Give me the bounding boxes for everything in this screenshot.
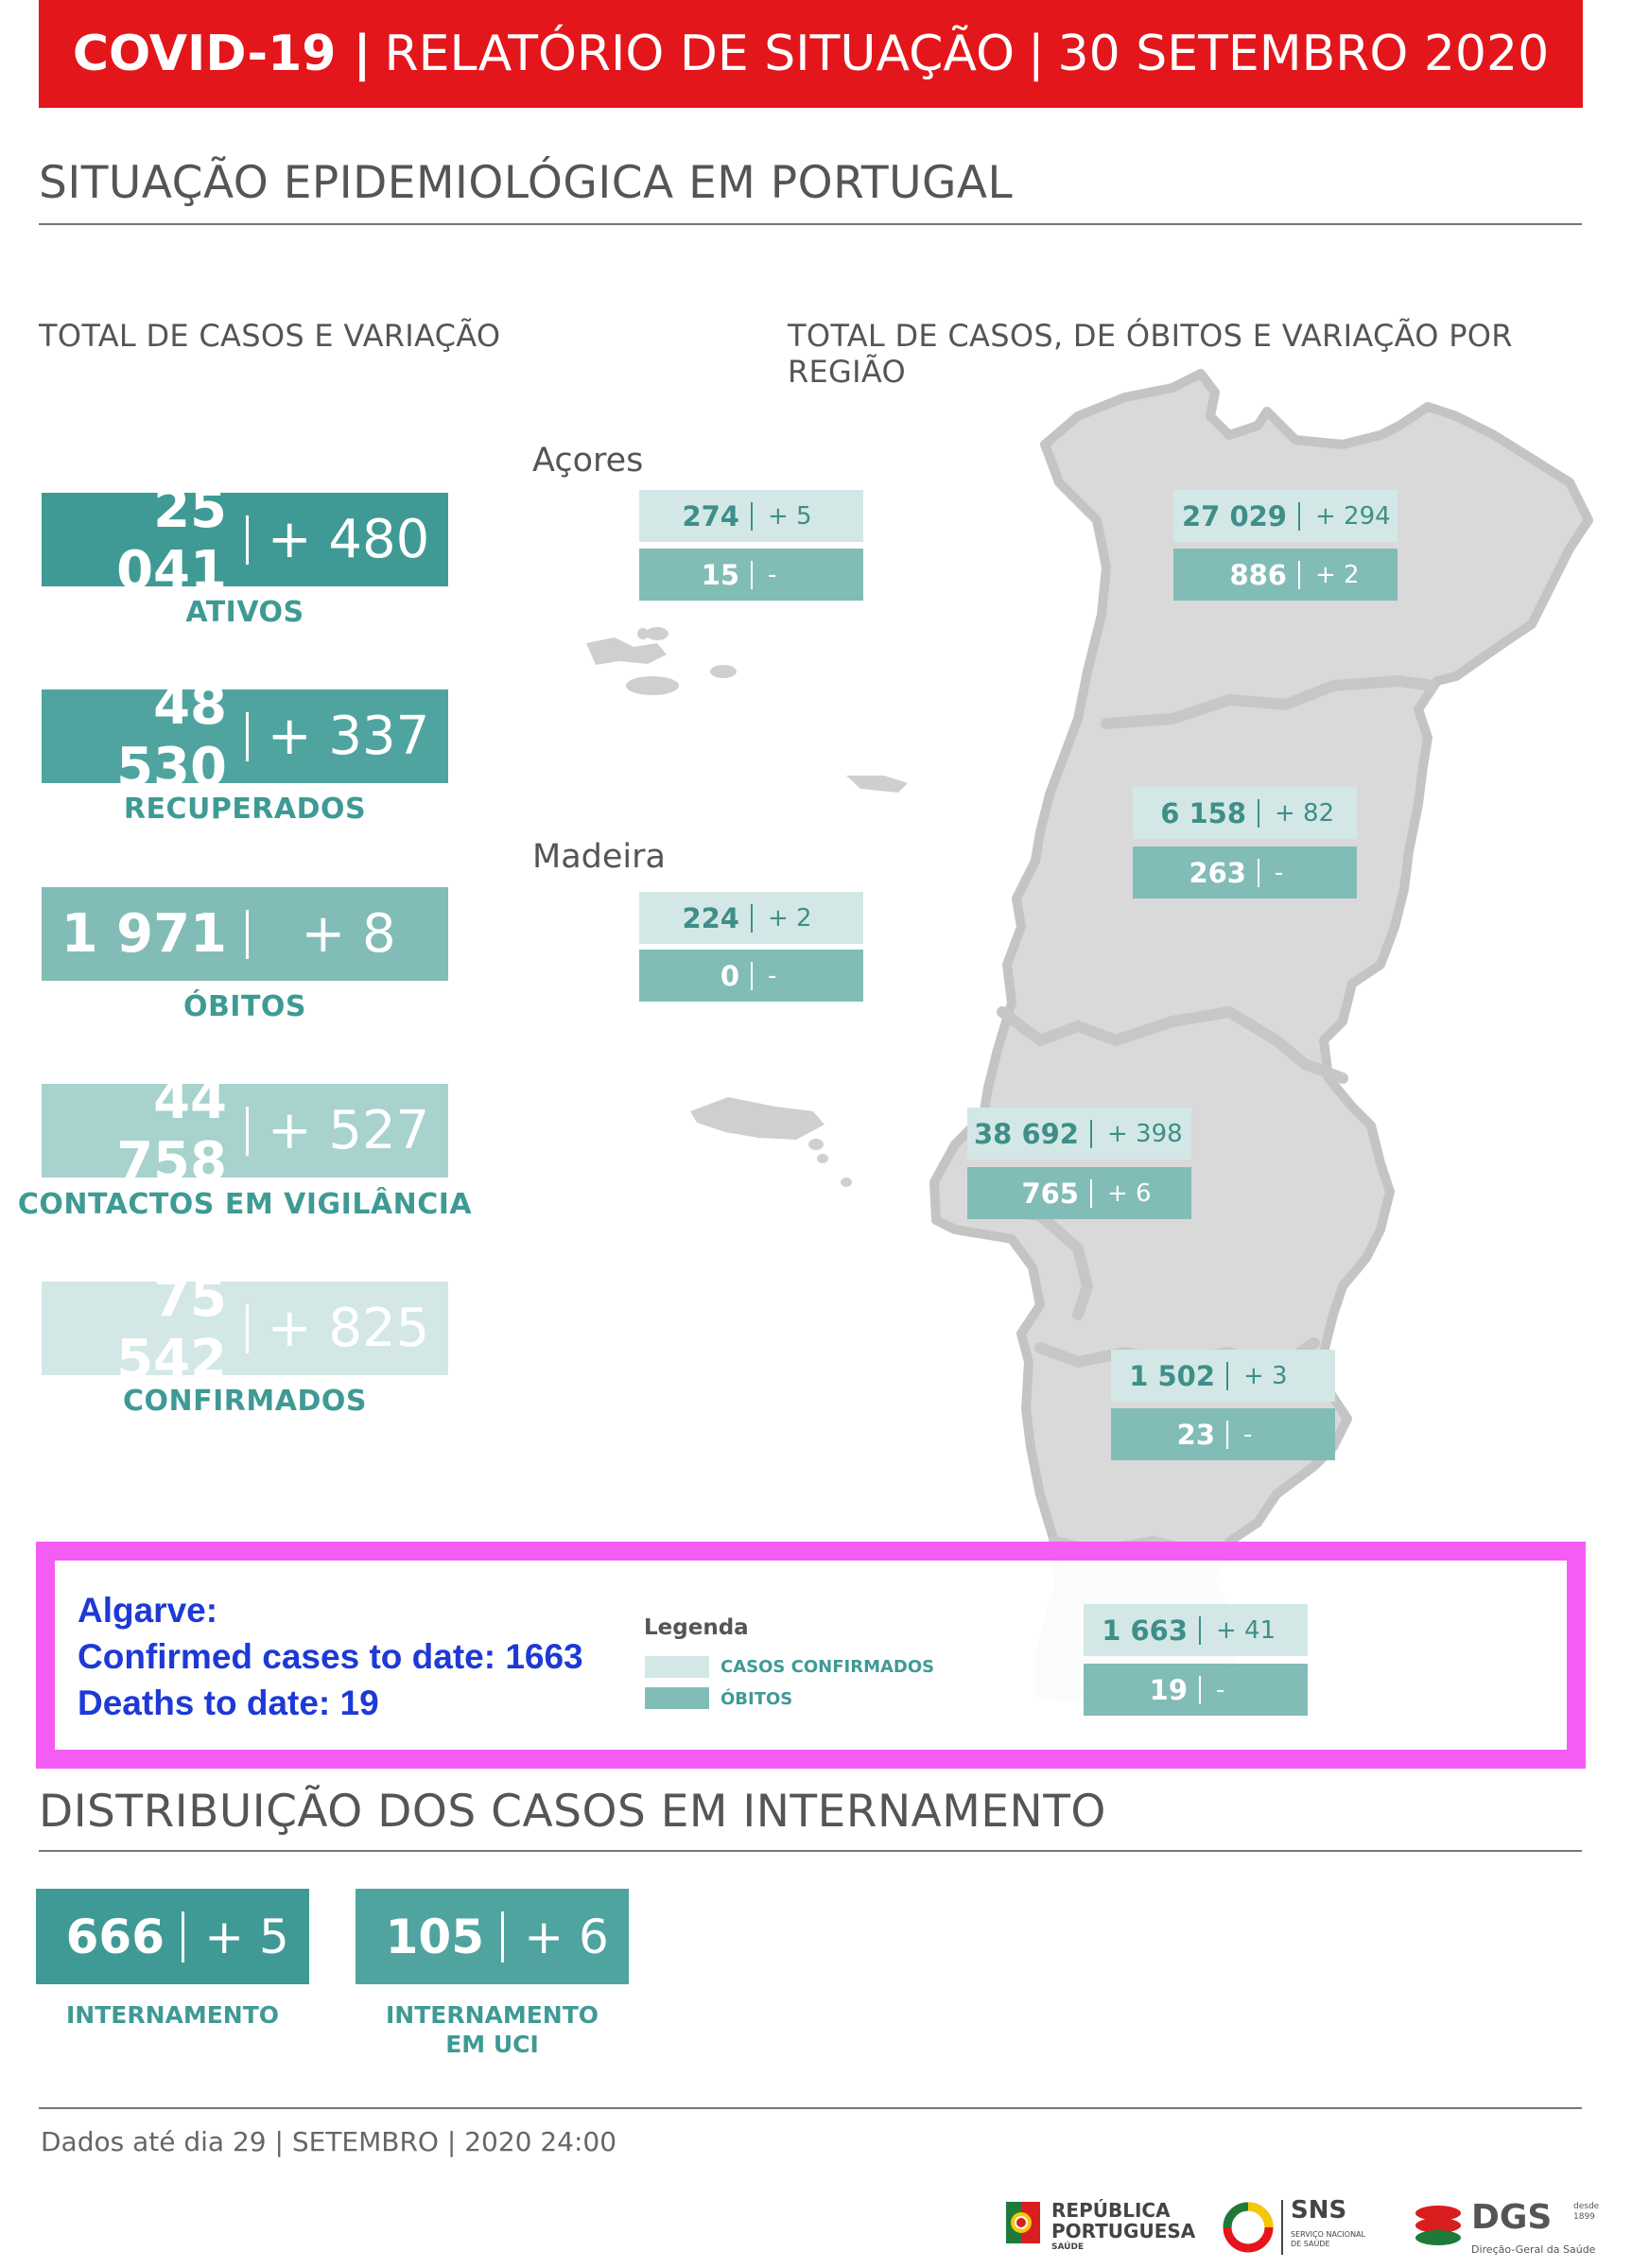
- section-divider: [39, 1850, 1582, 1852]
- region-confirmed-value: 27 029: [1182, 499, 1287, 532]
- legend-swatch-deaths: [645, 1687, 709, 1709]
- logo-sns-text: SNS: [1291, 2196, 1347, 2224]
- region-confirmed-change: + 2: [768, 903, 812, 933]
- region-deaths-value: 19: [1149, 1673, 1188, 1706]
- stat-box-active: [42, 478, 448, 602]
- region-deaths-change: + 2: [1315, 560, 1360, 589]
- header-separator: |: [1028, 26, 1045, 82]
- stat-box-contacts: [42, 1069, 448, 1193]
- hosp-ward-label-line1: INTERNAMENTO: [65, 2001, 280, 2029]
- hosp-ward-label: [36, 2000, 309, 2030]
- stat-confirmed-label: CONFIRMADOS: [123, 1385, 367, 1418]
- hosp-box-icu: [356, 1889, 629, 1984]
- hosp-ward-change: + 5: [204, 1909, 289, 1964]
- stat-confirmed-change: + 825: [267, 1298, 430, 1359]
- report-header: [39, 0, 1583, 108]
- stat-box-confirmed: [42, 1266, 448, 1390]
- republica-shield-icon: [1004, 2200, 1042, 2247]
- region-confirmed-change: + 41: [1216, 1615, 1276, 1645]
- stat-contacts-change: + 527: [267, 1100, 430, 1161]
- hosp-icu-label-line1: INTERNAMENTO: [385, 2001, 599, 2029]
- stat-recovered-change: + 337: [267, 706, 430, 767]
- region-deaths-change: -: [1216, 1675, 1225, 1704]
- region-deaths-change: -: [1275, 858, 1284, 887]
- logo-dgs-since: [1573, 2202, 1599, 2223]
- hosp-ward-value: 666: [65, 1909, 165, 1964]
- region-deaths-change: -: [768, 961, 777, 990]
- footer-divider: [39, 2107, 1582, 2109]
- region-deaths-value: 15: [701, 558, 739, 591]
- region-deaths-value: 263: [1189, 856, 1246, 889]
- stat-active-value: 25 041: [116, 478, 227, 602]
- stat-deaths-change: + 8: [301, 903, 396, 965]
- stat-recovered-label: RECUPERADOS: [123, 793, 367, 826]
- dgs-emblem-icon: [1413, 2202, 1464, 2249]
- stat-box-deaths: [42, 887, 448, 981]
- region-alentejo-confirmed: [1111, 1350, 1335, 1402]
- region-north-deaths: [1173, 549, 1398, 601]
- header-date: 30 SETEMBRO 2020: [1057, 26, 1550, 82]
- stat-contacts-label: CONTACTOS EM VIGILÂNCIA: [17, 1188, 473, 1221]
- legend-title: Legenda: [644, 1615, 749, 1640]
- legend-label-confirmed: CASOS CONFIRMADOS: [721, 1657, 935, 1677]
- data-cutoff-note: Dados até dia 29 | SETEMBRO | 2020 24:00: [41, 2126, 617, 2157]
- region-lisbon-deaths: [967, 1167, 1191, 1219]
- header-covid-label: COVID-19 |: [72, 26, 372, 82]
- logo-sns-sub1: SERVIÇO NACIONAL: [1291, 2230, 1365, 2239]
- place-label-azores: Açores: [532, 442, 644, 480]
- hosp-icu-value: 105: [385, 1909, 484, 1964]
- subtitle-totals: TOTAL DE CASOS E VARIAÇÃO: [39, 318, 501, 354]
- stat-confirmed-value: 75 542: [116, 1266, 227, 1390]
- stat-deaths-label: ÓBITOS: [182, 990, 307, 1023]
- algarve-annotation-title: Algarve:: [78, 1591, 218, 1630]
- stat-active-label: ATIVOS: [185, 596, 304, 629]
- region-confirmed-change: + 82: [1275, 798, 1335, 828]
- region-north-confirmed: [1173, 490, 1398, 542]
- region-deaths-change: + 6: [1107, 1178, 1152, 1208]
- logo-republica-line3: SAÚDE: [1051, 2242, 1085, 2252]
- logo-republica-line1: REPÚBLICA: [1051, 2199, 1171, 2222]
- region-algarve-deaths: [1084, 1664, 1308, 1716]
- stat-contacts-value: 44 758: [116, 1069, 227, 1193]
- region-confirmed-value: 274: [682, 499, 739, 532]
- header-title: RELATÓRIO DE SITUAÇÃO: [384, 26, 1015, 82]
- region-center-deaths: [1133, 846, 1357, 898]
- sns-logo: [1223, 2192, 1383, 2262]
- region-algarve-confirmed: [1084, 1604, 1308, 1656]
- logo-sns-subtitle: [1291, 2230, 1365, 2249]
- place-label-madeira: Madeira: [532, 838, 666, 876]
- republica-portuguesa-logo: [1004, 2194, 1203, 2264]
- stat-recovered-value: 48 530: [116, 674, 227, 798]
- region-confirmed-change: + 5: [768, 501, 812, 531]
- region-deaths-value: 0: [720, 959, 739, 992]
- logo-dgs-subtitle: Direção-Geral da Saúde: [1471, 2243, 1596, 2256]
- region-azores-deaths: [639, 549, 863, 601]
- stat-active-change: + 480: [267, 509, 430, 570]
- stat-box-recovered: [42, 674, 448, 798]
- region-madeira-confirmed: [639, 892, 863, 944]
- logo-sns-sub2: DE SAÚDE: [1291, 2240, 1330, 2248]
- region-center-confirmed: [1133, 787, 1357, 839]
- region-madeira-deaths: [639, 950, 863, 1002]
- region-deaths-change: -: [1243, 1420, 1253, 1449]
- logo-dgs-since1: desde: [1573, 2202, 1600, 2211]
- region-alentejo-deaths: [1111, 1408, 1335, 1460]
- algarve-annotation: [78, 1587, 583, 1726]
- region-deaths-value: 23: [1176, 1418, 1215, 1451]
- hosp-icu-label: [356, 2000, 629, 2059]
- hosp-box-ward: [36, 1889, 309, 1984]
- hosp-icu-change: + 6: [524, 1909, 609, 1964]
- algarve-annotation-deaths: Deaths to date: 19: [78, 1684, 379, 1722]
- region-confirmed-value: 6 158: [1160, 796, 1246, 829]
- sns-divider: [1281, 2200, 1283, 2255]
- region-confirmed-change: + 398: [1107, 1119, 1183, 1148]
- legend-swatch-confirmed: [645, 1656, 709, 1678]
- region-confirmed-value: 224: [682, 901, 739, 934]
- logo-dgs-text: DGS: [1471, 2198, 1553, 2237]
- region-confirmed-change: + 294: [1315, 501, 1391, 531]
- section-divider: [39, 223, 1582, 225]
- hosp-icu-label-line2: EM UCI: [445, 2031, 539, 2058]
- dgs-logo: [1413, 2192, 1611, 2262]
- region-confirmed-value: 38 692: [974, 1117, 1079, 1150]
- stat-deaths-value: 1 971: [61, 903, 227, 965]
- legend-label-deaths: ÓBITOS: [721, 1689, 793, 1709]
- section-title-hospitalization: DISTRIBUIÇÃO DOS CASOS EM INTERNAMENTO: [39, 1786, 1106, 1838]
- section-title-epidemiological: SITUAÇÃO EPIDEMIOLÓGICA EM PORTUGAL: [39, 157, 1014, 209]
- logo-dgs-since2: 1899: [1573, 2212, 1595, 2222]
- region-deaths-change: -: [768, 560, 777, 589]
- region-azores-confirmed: [639, 490, 863, 542]
- algarve-annotation-cases: Confirmed cases to date: 1663: [78, 1637, 583, 1676]
- region-deaths-value: 886: [1229, 558, 1287, 591]
- region-deaths-value: 765: [1021, 1177, 1079, 1210]
- region-lisbon-confirmed: [967, 1108, 1191, 1160]
- region-confirmed-value: 1 663: [1102, 1614, 1188, 1647]
- subtitle-regions: TOTAL DE CASOS, DE ÓBITOS E VARIAÇÃO POR REGIÃO: [788, 318, 1513, 390]
- sns-circle-icon: [1223, 2202, 1274, 2253]
- region-confirmed-value: 1 502: [1129, 1359, 1215, 1392]
- region-confirmed-change: + 3: [1243, 1361, 1288, 1390]
- logo-republica-line2: PORTUGUESA: [1051, 2220, 1196, 2242]
